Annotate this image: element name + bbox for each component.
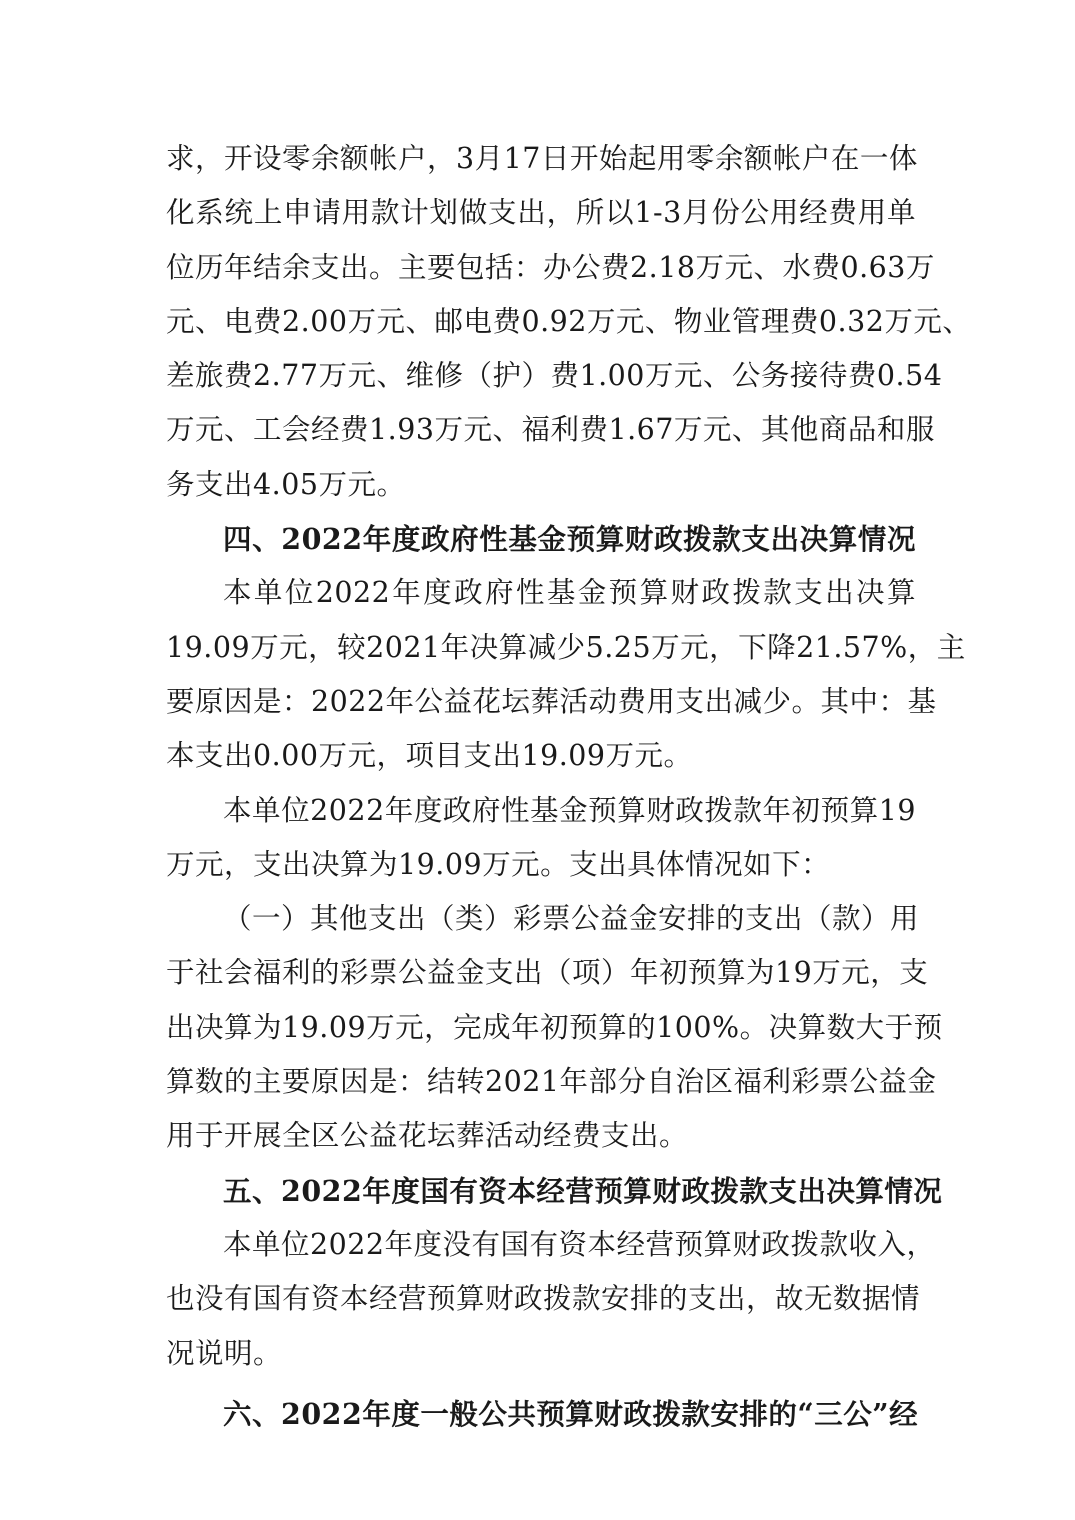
paragraph-line: 万元、工会经费1.93万元、福利费1.67万元、其他商品和服: [166, 413, 935, 447]
paragraph-line: 要原因是：2022年公益花坛葬活动费用支出减少。其中：基: [166, 684, 937, 718]
paragraph-line: 况说明。: [166, 1336, 283, 1370]
paragraph-line: 位历年结余支出。主要包括：办公费2.18万元、水费0.63万: [166, 250, 935, 284]
paragraph-line: 算数的主要原因是：结转2021年部分自治区福利彩票公益金: [166, 1065, 937, 1099]
paragraph-line: 出决算为19.09万元，完成年初预算的100%。决算数大于预: [166, 1010, 943, 1044]
paragraph-line: （一）其他支出（类）彩票公益金安排的支出（款）用: [223, 902, 920, 936]
paragraph-line: 本单位2022年度政府性基金预算财政拨款支出决算: [223, 576, 916, 610]
paragraph-line: 19.09万元，较2021年决算减少5.25万元，下降21.57%，主: [166, 630, 966, 664]
paragraph-line: 元、电费2.00万元、邮电费0.92万元、物业管理费0.32万元、: [166, 304, 972, 338]
paragraph-line: 差旅费2.77万元、维修（护）费1.00万元、公务接待费0.54: [166, 359, 943, 393]
paragraph-line: 万元，支出决算为19.09万元。支出具体情况如下：: [166, 847, 831, 881]
paragraph-line: 本支出0.00万元，项目支出19.09万元。: [166, 739, 693, 773]
paragraph-line: 用于开展全区公益花坛葬活动经费支出。: [166, 1119, 689, 1153]
paragraph-line: 本单位2022年度没有国有资本经营预算财政拨款收入，: [223, 1227, 936, 1261]
section-heading-4: 四、2022年度政府性基金预算财政拨款支出决算情况: [223, 522, 916, 557]
section-heading-5: 五、2022年度国有资本经营预算财政拨款支出决算情况: [223, 1173, 943, 1208]
paragraph-line: 本单位2022年度政府性基金预算财政拨款年初预算19: [223, 793, 916, 827]
document-page: [166, 132, 972, 1441]
section-heading-6: 六、2022年度一般公共预算财政拨款安排的“三公”经: [223, 1396, 919, 1431]
paragraph-line: 于社会福利的彩票公益金支出（项）年初预算为19万元，支: [166, 956, 929, 990]
paragraph-line: 也没有国有资本经营预算财政拨款安排的支出，故无数据情: [166, 1282, 921, 1316]
paragraph-line: 化系统上申请用款计划做支出，所以1-3月份公用经费用单: [166, 196, 916, 230]
paragraph-line: 求，开设零余额帐户，3月17日开始起用零余额帐户在一体: [166, 142, 918, 175]
paragraph-line: 务支出4.05万元。: [166, 467, 406, 501]
